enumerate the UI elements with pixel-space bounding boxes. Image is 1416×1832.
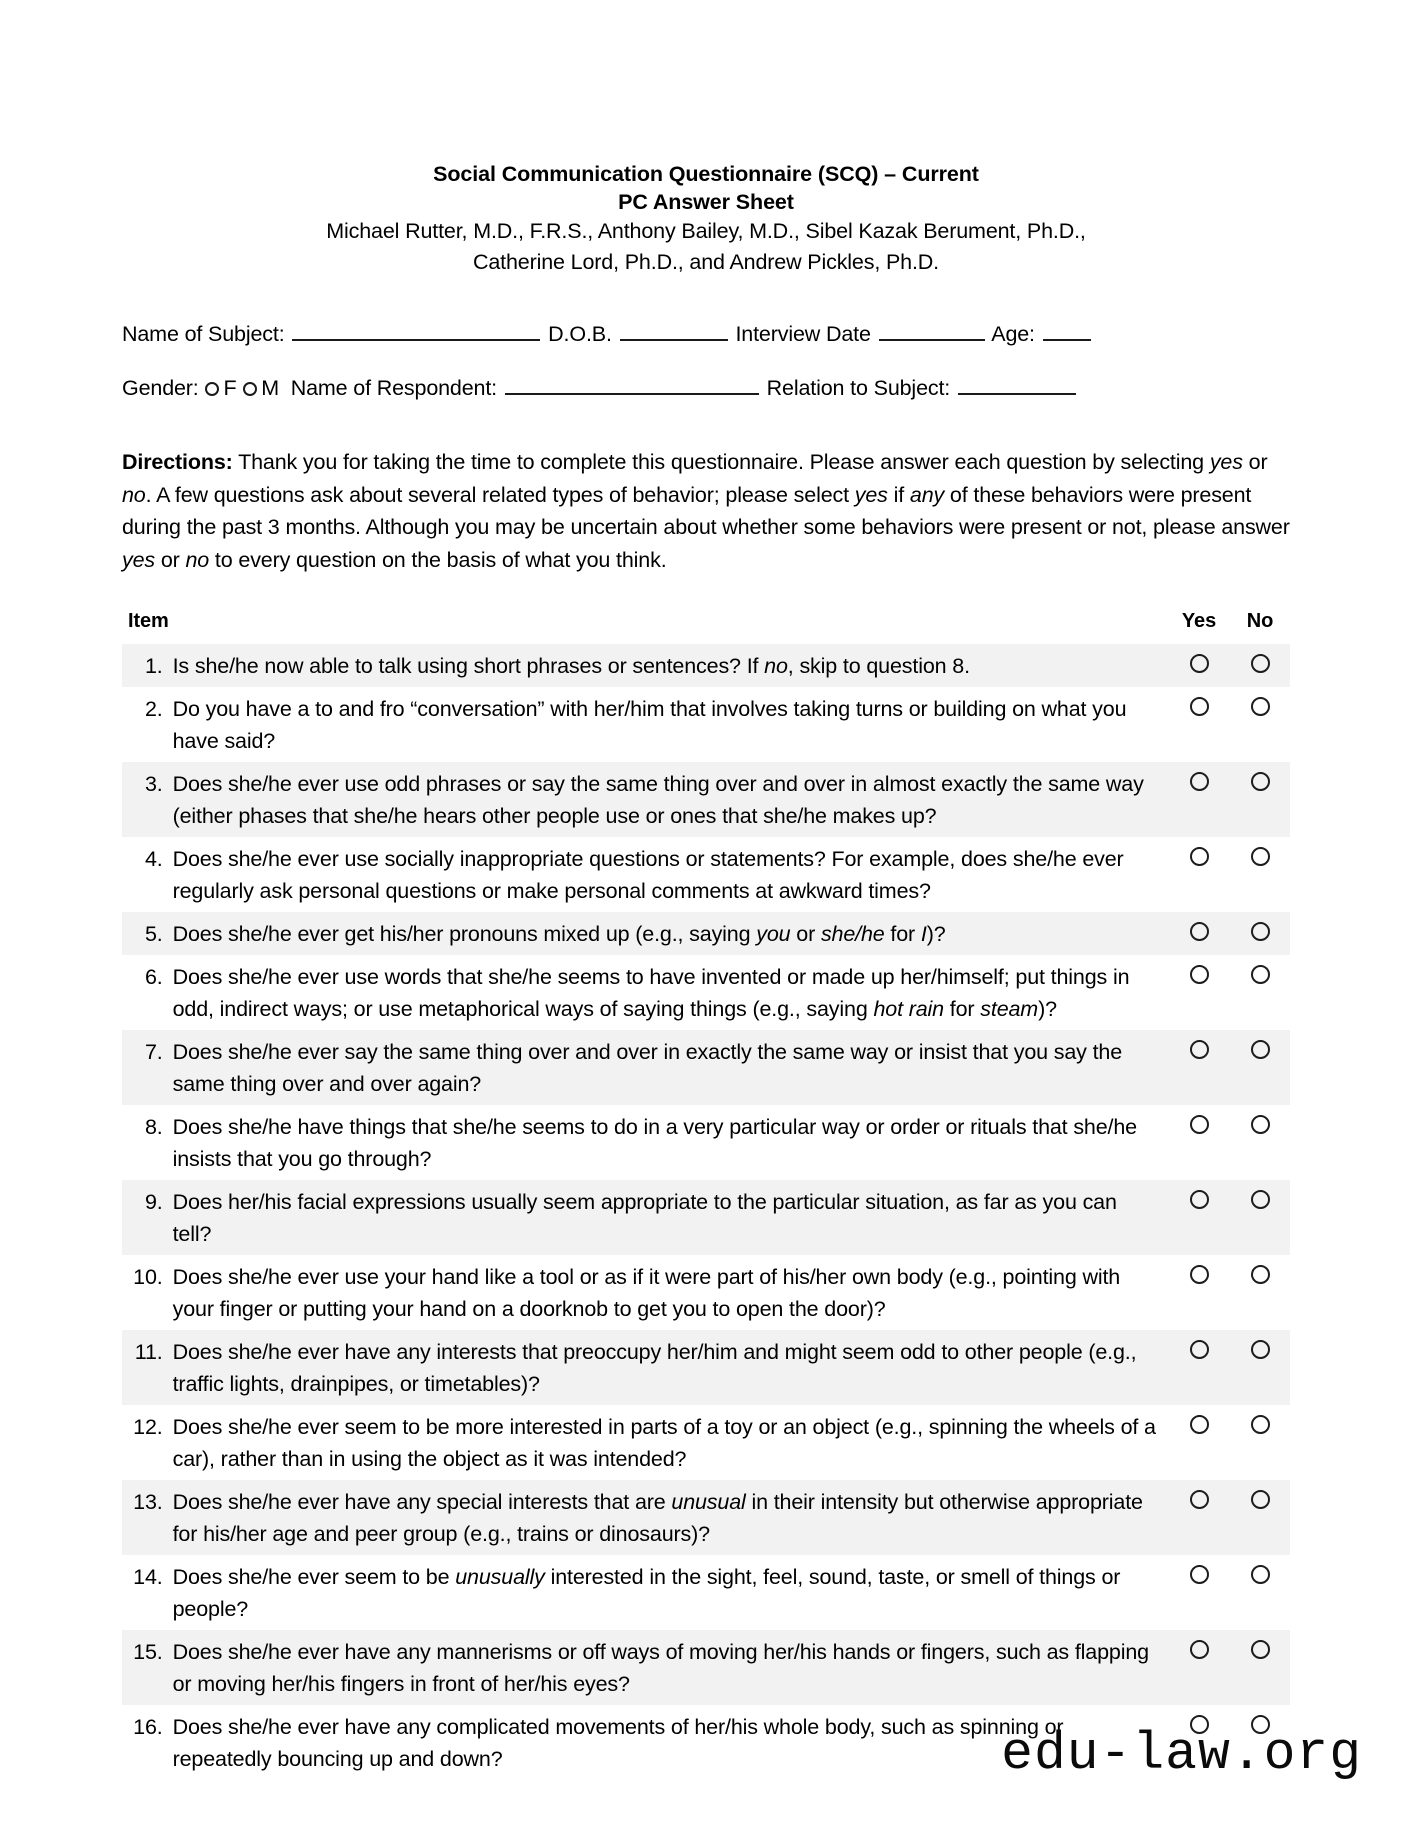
plain-text: Does she/he ever use socially inappropriate questions or statements? For example, does she/he ever regularly ask personal questions or make personal comments at awkward times? [172, 847, 1124, 903]
no-cell [1230, 644, 1290, 687]
directions-paragraph [122, 446, 1290, 576]
emphasis-text: unusually [455, 1565, 545, 1589]
gender-male-label: M [261, 376, 280, 400]
item-number: 12. [133, 1415, 163, 1439]
no-radio[interactable] [1251, 1190, 1270, 1209]
plain-text: Do you have a to and fro “conversation” with her/him that involves taking turns or building on what you have said? [172, 697, 1127, 753]
yes-radio[interactable] [1190, 1565, 1209, 1584]
item-number: 5. [122, 912, 172, 955]
no-cell [1230, 687, 1290, 762]
item-question-text [172, 687, 1168, 762]
item-question-text [172, 1555, 1168, 1630]
no-radio[interactable] [1251, 772, 1270, 791]
plain-text: for [943, 997, 981, 1021]
emphasis-text: you [756, 922, 791, 946]
no-cell [1230, 1405, 1290, 1480]
gender-male-radio[interactable] [243, 382, 257, 396]
directions-em-6: no [185, 547, 210, 572]
relation-to-subject-label: Relation to Subject: [766, 376, 951, 400]
no-radio[interactable] [1251, 1340, 1270, 1359]
watermark: edu-law.org [1001, 1724, 1362, 1784]
item-number: 1. [122, 644, 172, 687]
plain-text: Does she/he ever seem to be more interested in parts of a toy or an object (e.g., spinning the wheels of a car), rather than in using the object as it was intended? [172, 1415, 1156, 1471]
yes-radio[interactable] [1190, 1340, 1209, 1359]
item-number: 10. [133, 1265, 163, 1289]
yes-cell [1168, 762, 1230, 837]
yes-radio[interactable] [1190, 1415, 1209, 1434]
relation-to-subject-input[interactable] [958, 376, 1076, 395]
yes-cell [1168, 912, 1230, 955]
emphasis-text: unusual [671, 1490, 746, 1514]
no-cell [1230, 1630, 1290, 1705]
item-question-text [172, 644, 1168, 687]
table-row [122, 955, 1290, 1030]
plain-text: for [884, 922, 921, 946]
directions-text-4: if [887, 482, 910, 507]
emphasis-text: no [764, 654, 788, 678]
no-cell [1230, 762, 1290, 837]
directions-em-5: yes [122, 547, 156, 572]
plain-text: Does her/his facial expressions usually seem appropriate to the particular situation, as far as you can tell? [172, 1190, 1117, 1246]
yes-cell [1168, 1630, 1230, 1705]
yes-cell [1168, 1330, 1230, 1405]
emphasis-text: I [920, 922, 927, 946]
respondent-info-row [122, 374, 1290, 402]
no-radio[interactable] [1251, 1115, 1270, 1134]
yes-cell [1168, 1255, 1230, 1330]
name-of-subject-label: Name of Subject: [122, 322, 285, 346]
no-radio[interactable] [1251, 1415, 1270, 1434]
table-row [122, 1555, 1290, 1630]
item-number: 8. [144, 1115, 163, 1139]
gender-female-radio[interactable] [205, 382, 219, 396]
item-number: 15. [122, 1630, 172, 1705]
questionnaire-table [122, 610, 1290, 1780]
subject-info-row [122, 320, 1290, 348]
table-row [122, 1105, 1290, 1180]
yes-radio[interactable] [1190, 922, 1209, 941]
item-number: 6. [144, 965, 163, 989]
name-of-respondent-label: Name of Respondent: [290, 376, 498, 400]
yes-cell [1168, 1180, 1230, 1255]
item-number: 16. [133, 1715, 163, 1739]
directions-text-1: Thank you for taking the time to complete this questionnaire. Please answer each question by selecting [232, 450, 1210, 474]
column-header-item: Item [128, 610, 169, 632]
no-cell [1230, 837, 1290, 912]
plain-text: Does she/he ever have any complicated movements of her/his whole body, such as spinning or repeatedly bouncing up and down? [172, 1715, 1064, 1771]
dob-label: D.O.B. [548, 322, 612, 346]
plain-text: Is she/he now able to talk using short phrases or sentences? If [172, 654, 765, 678]
emphasis-text: hot rain [873, 997, 944, 1021]
yes-radio[interactable] [1190, 1115, 1209, 1134]
item-number: 7. [122, 1030, 172, 1105]
plain-text: Does she/he ever have any mannerisms or off ways of moving her/his hands or fingers, such as flapping or moving her/his fingers in front of her/his eyes? [172, 1640, 1149, 1696]
plain-text: Does she/he have things that she/he seems to do in a very particular way or order or rituals that she/he insists that you go through? [172, 1115, 1137, 1171]
item-number: 14. [133, 1565, 163, 1589]
plain-text: Does she/he ever have any interests that preoccupy her/him and might seem odd to other people (e.g., traffic lights, drainpipes, or timetables)? [172, 1340, 1137, 1396]
plain-text: Does she/he ever say the same thing over and over in exactly the same way or insist that you say the same thing over and over again? [172, 1040, 1123, 1096]
table-row [122, 687, 1290, 762]
no-radio[interactable] [1251, 922, 1270, 941]
no-radio[interactable] [1251, 654, 1270, 673]
directions-text-7: to every question on the basis of what you think. [209, 547, 667, 572]
document-content [122, 160, 1290, 1780]
name-of-subject-input[interactable] [292, 322, 540, 341]
plain-text: Does she/he ever use odd phrases or say the same thing over and over in almost exactly the same way (either phases that she/he hears other people use or ones that she/he makes up? [172, 772, 1144, 828]
item-number: 13. [122, 1480, 172, 1555]
directions-em-4: any [909, 482, 945, 507]
interview-date-label: Interview Date [735, 322, 871, 346]
directions-text-3: . A few questions ask about several related types of behavior; please select [145, 482, 855, 507]
item-number: 3. [122, 762, 172, 837]
no-radio[interactable] [1251, 1265, 1270, 1284]
yes-cell [1168, 1105, 1230, 1180]
plain-text: in their intensity but otherwise appropriate for his/her age and peer group (e.g., trains or dinosaurs)? [172, 1490, 1143, 1546]
age-label: Age: [991, 322, 1035, 346]
directions-text-2: or [1242, 450, 1268, 474]
plain-text: or [790, 922, 821, 946]
plain-text: )? [1038, 997, 1057, 1021]
table-row [122, 837, 1290, 912]
yes-cell [1168, 1480, 1230, 1555]
item-question-text [172, 1330, 1168, 1405]
no-radio[interactable] [1251, 847, 1270, 866]
age-input[interactable] [1043, 322, 1091, 341]
emphasis-text: she/he [820, 922, 885, 946]
plain-text: )? [926, 922, 946, 946]
name-of-respondent-input[interactable] [505, 376, 759, 395]
item-question-text [172, 1630, 1168, 1705]
gender-label: Gender: [122, 376, 199, 400]
interview-date-input[interactable] [879, 322, 985, 341]
item-question-text [172, 955, 1168, 1030]
no-cell [1230, 1255, 1290, 1330]
plain-text: Does she/he ever have any special interests that are [172, 1490, 672, 1514]
no-cell [1230, 1555, 1290, 1630]
no-cell [1230, 912, 1290, 955]
directions-text-6: or [155, 547, 186, 572]
item-question-text [172, 762, 1168, 837]
no-cell [1230, 1180, 1290, 1255]
item-number: 2. [144, 697, 163, 721]
yes-cell [1168, 955, 1230, 1030]
table-row [122, 1630, 1290, 1705]
no-cell [1230, 1330, 1290, 1405]
document-title-line-1: Social Communication Questionnaire (SCQ) – Current [433, 162, 979, 186]
table-row [122, 1405, 1290, 1480]
no-cell [1230, 1105, 1290, 1180]
dob-input[interactable] [620, 322, 728, 341]
item-question-text [172, 1405, 1168, 1480]
plain-text: Does she/he ever seem to be [172, 1565, 456, 1589]
yes-radio[interactable] [1190, 1040, 1209, 1059]
author-line-1: Michael Rutter, M.D., F.R.S., Anthony Bailey, M.D., Sibel Kazak Berument, Ph.D., [326, 219, 1086, 243]
item-question-text [172, 1105, 1168, 1180]
title-block [122, 160, 1290, 278]
yes-radio[interactable] [1190, 1640, 1209, 1659]
plain-text: Does she/he ever use your hand like a tool or as if it were part of his/her own body (e.g., pointing with your finger or putting your hand on a doorknob to get you to open the door)? [172, 1265, 1121, 1321]
emphasis-text: steam [980, 997, 1039, 1021]
table-row [122, 1180, 1290, 1255]
yes-cell [1168, 1405, 1230, 1480]
no-radio[interactable] [1251, 1565, 1270, 1584]
table-row [122, 1480, 1290, 1555]
table-row [122, 1030, 1290, 1105]
yes-radio[interactable] [1190, 847, 1209, 866]
column-header-yes: Yes [1181, 610, 1217, 632]
directions-text-5: of these behaviors were present during the past 3 months. Although you may be uncertain about whether some behaviors were present or not, please answer [122, 482, 1290, 539]
gender-female-label: F [223, 376, 237, 400]
plain-text: interested in the sight, feel, sound, taste, or smell of things or people? [172, 1565, 1121, 1621]
no-radio[interactable] [1251, 1640, 1270, 1659]
item-question-text [172, 1030, 1168, 1105]
directions-em-2: no [122, 482, 146, 507]
table-row [122, 912, 1290, 955]
table-header [122, 610, 1290, 644]
yes-radio[interactable] [1190, 1265, 1209, 1284]
no-cell [1230, 1030, 1290, 1105]
no-radio[interactable] [1251, 1490, 1270, 1509]
document-title-line-2: PC Answer Sheet [618, 190, 794, 214]
table-row [122, 644, 1290, 687]
directions-heading: Directions: [122, 450, 233, 474]
table-body [122, 644, 1290, 1780]
directions-em-3: yes [854, 482, 888, 507]
item-number: 4. [144, 847, 163, 871]
no-radio[interactable] [1251, 697, 1270, 716]
yes-cell [1168, 1555, 1230, 1630]
item-question-text [172, 912, 1168, 955]
no-cell [1230, 955, 1290, 1030]
table-row [122, 1330, 1290, 1405]
yes-radio[interactable] [1190, 1490, 1209, 1509]
yes-radio[interactable] [1190, 772, 1209, 791]
item-question-text [172, 837, 1168, 912]
yes-radio[interactable] [1190, 697, 1209, 716]
plain-text: , skip to question 8. [787, 654, 970, 678]
no-cell [1230, 1480, 1290, 1555]
yes-cell [1168, 687, 1230, 762]
item-number: 9. [122, 1180, 172, 1255]
yes-radio[interactable] [1190, 1190, 1209, 1209]
yes-radio[interactable] [1190, 654, 1209, 673]
no-radio[interactable] [1251, 1040, 1270, 1059]
yes-cell [1168, 837, 1230, 912]
table-row [122, 1255, 1290, 1330]
item-question-text [172, 1480, 1168, 1555]
plain-text: Does she/he ever get his/her pronouns mixed up (e.g., saying [172, 922, 757, 946]
item-question-text [172, 1255, 1168, 1330]
table-row [122, 762, 1290, 837]
item-number: 11. [122, 1330, 172, 1405]
no-radio[interactable] [1251, 965, 1270, 984]
item-question-text [172, 1180, 1168, 1255]
author-line-2: Catherine Lord, Ph.D., and Andrew Pickles, Ph.D. [472, 250, 940, 274]
column-header-no: No [1246, 610, 1274, 632]
directions-em-1: yes [1209, 450, 1243, 474]
yes-radio[interactable] [1190, 965, 1209, 984]
plain-text: Does she/he ever use words that she/he seems to have invented or made up her/himself; put things in odd, indirect ways; or use metaphorical ways of saying things (e.g., saying [172, 965, 1130, 1021]
yes-cell [1168, 1030, 1230, 1105]
yes-cell [1168, 644, 1230, 687]
